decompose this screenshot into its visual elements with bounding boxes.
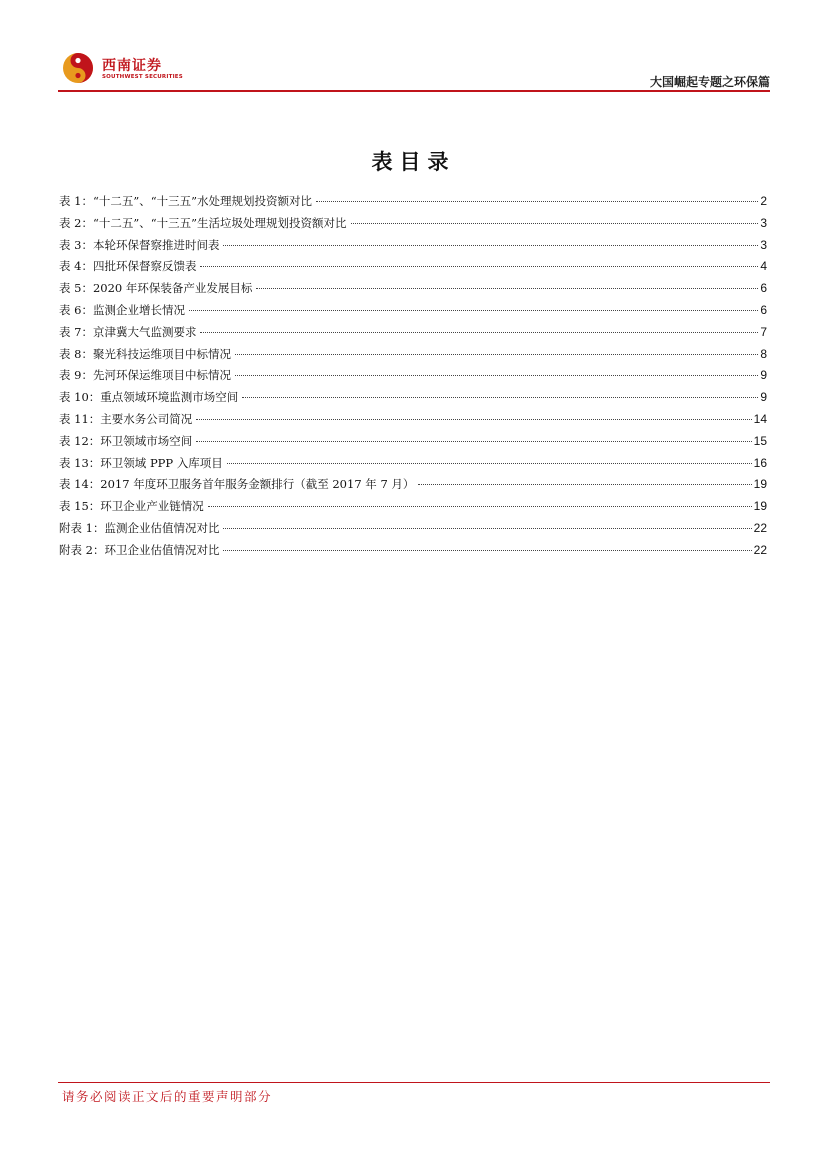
toc-entry-label[interactable]: 表 15：环卫企业产业链情况 <box>59 499 204 514</box>
toc-dot-leader <box>242 396 758 398</box>
brand-logo <box>62 50 182 86</box>
toc-entry[interactable] <box>59 346 767 368</box>
toc-dot-leader <box>223 527 751 529</box>
toc-dot-leader <box>256 287 758 289</box>
toc-entry-label[interactable]: 表 9：先河环保运维项目中标情况 <box>59 368 231 383</box>
toc-dot-leader <box>351 222 759 224</box>
toc-entry-label[interactable]: 表 13：环卫领域 PPP 入库项目 <box>59 455 223 470</box>
toc-entry[interactable] <box>59 367 767 389</box>
toc-entry-page[interactable]: 4 <box>760 259 767 274</box>
toc-entry-label[interactable]: 表 4：四批环保督察反馈表 <box>59 259 197 274</box>
toc-entry[interactable] <box>59 411 767 433</box>
toc-entry[interactable] <box>59 302 767 324</box>
toc-dot-leader <box>235 353 758 355</box>
toc-dot-leader <box>235 374 758 376</box>
toc-entry-label[interactable]: 表 3：本轮环保督察推进时间表 <box>59 237 220 252</box>
toc-entry-label[interactable]: 附表 1：监测企业估值情况对比 <box>59 520 220 535</box>
toc-dot-leader <box>418 483 751 485</box>
toc-entry-page[interactable]: 7 <box>760 324 767 339</box>
toc-entry[interactable] <box>59 237 767 259</box>
toc-dot-leader <box>196 418 751 420</box>
toc-entry[interactable] <box>59 258 767 280</box>
toc-entry-page[interactable]: 8 <box>760 346 767 361</box>
toc-entry[interactable] <box>59 433 767 455</box>
toc-entry-page[interactable]: 19 <box>753 499 767 514</box>
toc-entry-page[interactable]: 3 <box>760 215 767 230</box>
toc-dot-leader <box>196 440 751 442</box>
toc-entry-page[interactable]: 2 <box>760 194 767 208</box>
toc-entry-label[interactable]: 表 10：重点领域环境监测市场空间 <box>59 390 239 405</box>
toc-entry-label[interactable]: 附表 2：环卫企业估值情况对比 <box>59 542 220 557</box>
toc-entry-page[interactable]: 3 <box>760 237 767 252</box>
brand-name-en: SOUTHWEST SECURITIES <box>102 74 183 80</box>
toc-dot-leader <box>223 244 758 246</box>
toc-dot-leader <box>200 265 758 267</box>
toc-entry-page[interactable]: 22 <box>753 520 767 535</box>
toc-entry[interactable] <box>59 498 767 520</box>
toc-dot-leader <box>208 505 752 507</box>
toc-dot-leader <box>316 200 758 202</box>
report-title: 大国崛起专题之环保篇 <box>649 75 770 89</box>
toc-entry-page[interactable]: 14 <box>753 411 767 426</box>
toc-entry-label[interactable]: 表 1：“十二五”、“十三五”水处理规划投资额对比 <box>59 194 312 208</box>
toc-entry[interactable] <box>59 324 767 346</box>
toc-entry-page[interactable]: 15 <box>753 433 767 448</box>
toc-entry-label[interactable]: 表 7：京津冀大气监测要求 <box>59 324 197 339</box>
page-header <box>58 48 770 92</box>
toc-entry-page[interactable]: 22 <box>753 542 767 557</box>
toc-entry-label[interactable]: 表 11：主要水务公司简况 <box>59 411 193 426</box>
toc-entry-label[interactable]: 表 14：2017 年度环卫服务首年服务金额排行（截至 2017 年 7 月） <box>59 477 415 492</box>
toc-entry[interactable] <box>59 280 767 302</box>
toc-dot-leader <box>223 549 751 551</box>
toc-entry-page[interactable]: 6 <box>760 302 767 317</box>
toc-entry[interactable] <box>59 476 767 498</box>
toc-entry-label[interactable]: 表 12：环卫领域市场空间 <box>59 433 193 448</box>
toc-entry-label[interactable]: 表 8：聚光科技运维项目中标情况 <box>59 346 231 361</box>
toc-entry[interactable] <box>59 193 767 215</box>
table-of-contents <box>59 193 767 564</box>
toc-entry-page[interactable]: 16 <box>753 455 767 470</box>
toc-entry-page[interactable]: 9 <box>760 368 767 383</box>
toc-dot-leader <box>189 309 758 311</box>
footer-divider <box>58 1082 770 1083</box>
toc-entry-page[interactable]: 9 <box>760 390 767 405</box>
toc-entry[interactable] <box>59 520 767 542</box>
toc-entry-label[interactable]: 表 6：监测企业增长情况 <box>59 302 185 317</box>
toc-entry[interactable] <box>59 215 767 237</box>
toc-dot-leader <box>227 462 752 464</box>
toc-entry-label[interactable]: 表 5：2020 年环保装备产业发展目标 <box>59 281 253 296</box>
footer-disclaimer: 请务必阅读正文后的重要声明部分 <box>62 1089 273 1104</box>
southwest-securities-logo-icon <box>62 52 94 84</box>
toc-entry-page[interactable]: 6 <box>760 281 767 296</box>
toc-entry-page[interactable]: 19 <box>753 477 767 492</box>
toc-entry[interactable] <box>59 389 767 411</box>
toc-dot-leader <box>200 331 758 333</box>
toc-entry[interactable] <box>59 542 767 564</box>
header-divider <box>58 90 770 92</box>
toc-title: 表目录 <box>371 149 456 174</box>
brand-name-cn: 西南证券 <box>102 58 162 74</box>
toc-entry[interactable] <box>59 455 767 477</box>
toc-entry-label[interactable]: 表 2：“十二五”、“十三五”生活垃圾处理规划投资额对比 <box>59 215 347 230</box>
